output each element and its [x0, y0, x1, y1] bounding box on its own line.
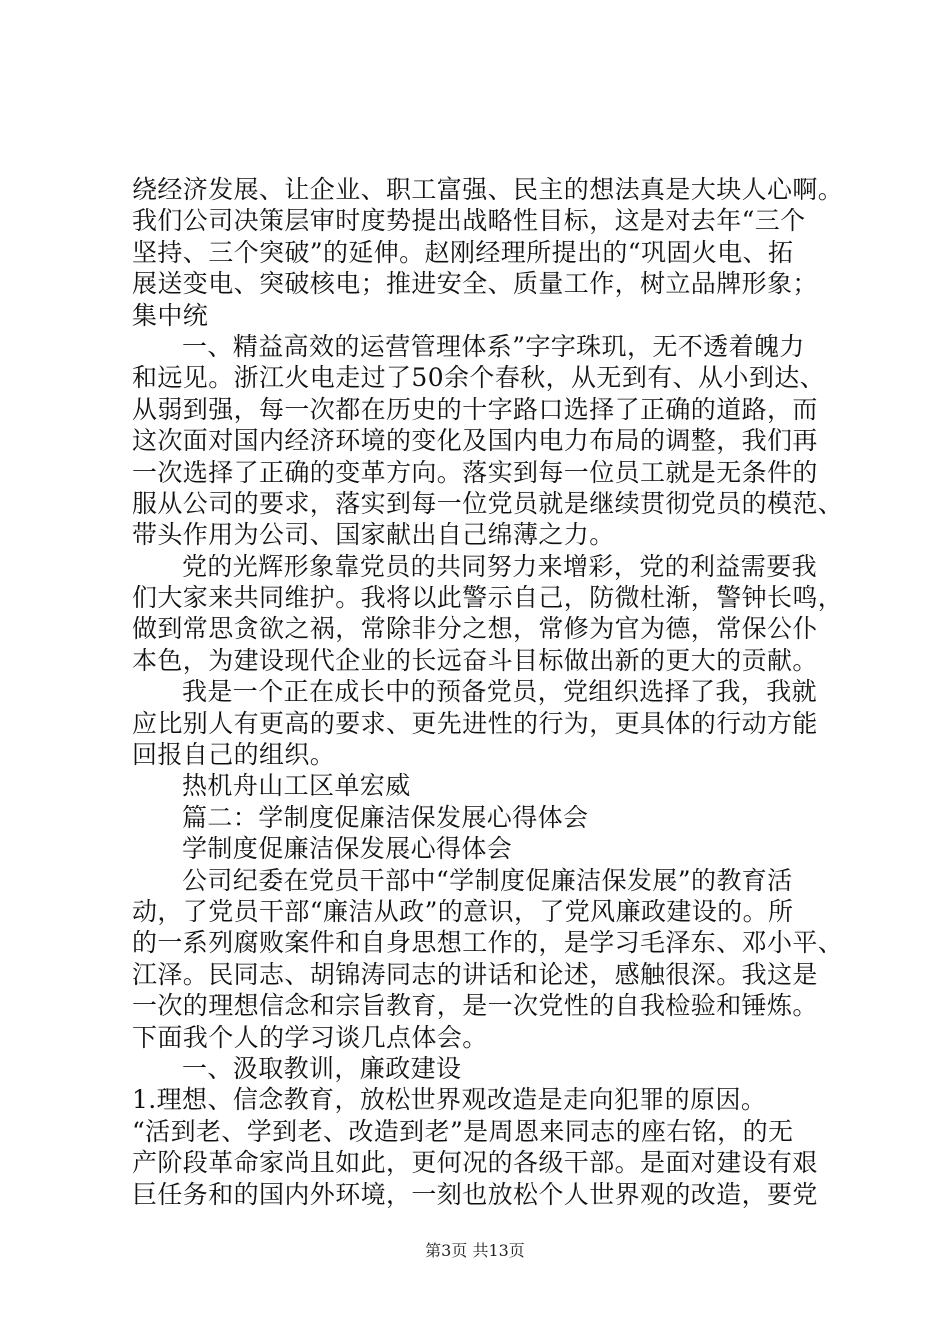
text-line: 回报自己的组织。: [132, 740, 336, 770]
subsection-heading: 一、汲取教训，廉政建设: [182, 1053, 462, 1083]
article-title: 学制度促廉洁保发展心得体会: [182, 834, 513, 864]
text-line: 集中统: [132, 300, 209, 330]
text-line: 动，了党员干部“廉洁从政”的意识，了党风廉政建设的。所: [132, 896, 794, 926]
text-line: 带头作用为公司、国家献出自己绵薄之力。: [132, 520, 615, 550]
text-line: 服从公司的要求，落实到每一位党员就是继续贯彻党员的模范、: [132, 488, 844, 518]
section-heading: 篇二：学制度促廉洁保发展心得体会: [182, 802, 589, 832]
paragraph-start-line: 我是一个正在成长中的预备党员，党组织选择了我，我就: [182, 677, 818, 707]
text-line: 应比别人有更高的要求、更先进性的行为，更具体的行动方能: [132, 708, 818, 738]
paragraph-start-line: 党的光辉形象靠党员的共同努力来增彩，党的利益需要我: [182, 551, 818, 581]
text-line: 我们公司决策层审时度势提出战略性目标，这是对去年“三个: [132, 206, 806, 236]
text-line: 做到常思贪欲之祸，常除非分之想，常修为官为德，常保公仆: [132, 614, 818, 644]
text-line: 这次面对国内经济环境的变化及国内电力布局的调整，我们再: [132, 426, 818, 456]
page-number-footer: 第3页 共13页: [425, 1241, 525, 1260]
text-line: 绕经济发展、让企业、职工富强、民主的想法真是大块人心啊。: [132, 175, 844, 204]
text-line: 巨任务和的国内外环境，一刻也放松个人世界观的改造，要党: [132, 1179, 818, 1209]
text-line: 江泽。民同志、胡锦涛同志的讲话和论述，感触很深。我这是: [132, 959, 818, 989]
text-line: 们大家来共同维护。我将以此警示自己，防微杜渐，警钟长鸣，: [132, 583, 844, 613]
text-line: 的一系列腐败案件和自身思想工作的，是学习毛泽东、邓小平、: [132, 928, 844, 958]
text-line: 一次选择了正确的变革方向。落实到每一位员工就是无条件的: [132, 457, 818, 487]
text-line: “活到老、学到老、改造到老”是周恩来同志的座右铭，的无: [132, 1116, 794, 1146]
paragraph-start-line: 公司纪委在党员干部中“学制度促廉洁保发展”的教育活: [182, 865, 793, 895]
text-line: 一次的理想信念和宗旨教育，是一次党性的自我检验和锤炼。: [132, 991, 818, 1021]
text-line: 从弱到强，每一次都在历史的十字路口选择了正确的道路，而: [132, 394, 818, 424]
text-line: 下面我个人的学习谈几点体会。: [132, 1022, 488, 1052]
paragraph-start-line: 一、精益高效的运营管理体系”字字珠玑，无不透着魄力: [182, 331, 805, 361]
text-line: 产阶段革命家尚且如此，更何况的各级干部。是面对建设有艰: [132, 1148, 818, 1178]
signature-line: 热机舟山工区单宏威: [182, 771, 411, 801]
text-line: 本色，为建设现代企业的长远奋斗目标做出新的更大的贡献。: [132, 645, 818, 675]
numbered-line: 1.理想、信念教育，放松世界观改造是走向犯罪的原因。: [132, 1085, 767, 1115]
text-line: 和远见。浙江火电走过了50余个春秋，从无到有、从小到达、: [132, 363, 826, 393]
text-line: 展送变电、突破核电；推进安全、质量工作，树立品牌形象；: [132, 269, 818, 299]
document-body: [132, 174, 844, 1210]
text-line: 坚持、三个突破”的延伸。赵刚经理所提出的“巩固火电、拓: [132, 237, 794, 267]
